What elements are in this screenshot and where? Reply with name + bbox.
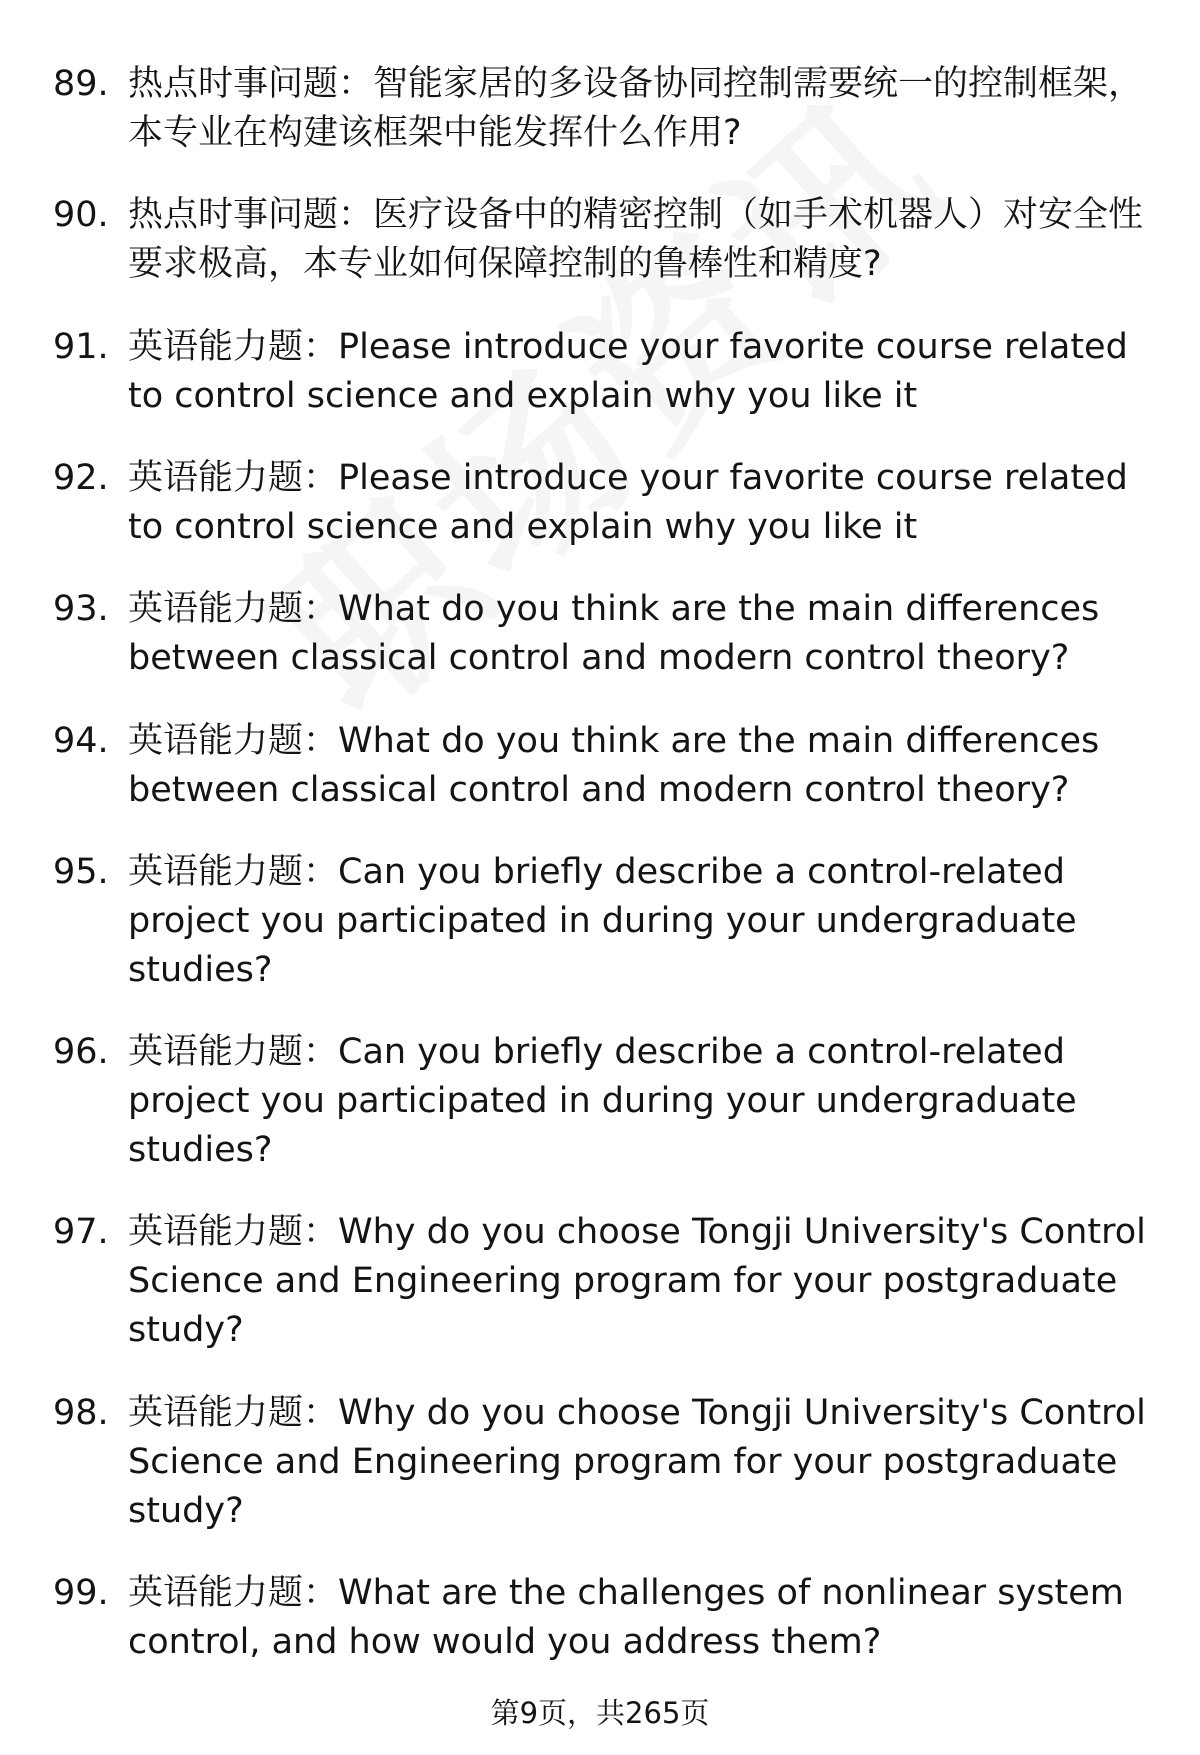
question-number: 92. — [53, 458, 109, 498]
page-footer: 第9页，共265页 — [490, 1696, 710, 1730]
question-number: 99. — [53, 1573, 109, 1613]
question-text: 英语能力题：What are the challenges of nonlinear system control, and how would you address them? — [128, 1573, 1124, 1662]
question-number: 94. — [53, 721, 109, 761]
question-text: 英语能力题：Please introduce your favorite course related to control science and explain why you like it — [128, 327, 1128, 416]
question-text: 英语能力题：Can you briefly describe a control-related project you participated in during your undergraduate studies? — [128, 1032, 1077, 1170]
question-text: 英语能力题：Why do you choose Tongji University's Control Science and Engineering program for your postgraduate study? — [128, 1212, 1146, 1350]
question-text: 热点时事问题：医疗设备中的精密控制（如手术机器人）对安全性要求极高，本专业如何保障控制的鲁棒性和精度? — [128, 195, 1144, 284]
question-text: 英语能力题：What do you think are the main differences between classical control and modern control theory? — [128, 589, 1100, 678]
question-number: 96. — [53, 1032, 109, 1072]
question-number: 89. — [53, 64, 109, 104]
question-number: 91. — [53, 327, 109, 367]
question-text: 热点时事问题：智能家居的多设备协同控制需要统一的控制框架，本专业在构建该框架中能发挥什么作用? — [128, 64, 1144, 153]
question-number: 93. — [53, 589, 109, 629]
question-text: 英语能力题：Please introduce your favorite course related to control science and explain why you like it — [128, 458, 1128, 547]
question-number: 98. — [53, 1393, 109, 1433]
question-number: 90. — [53, 195, 109, 235]
question-text: 英语能力题：What do you think are the main differences between classical control and modern control theory? — [128, 721, 1100, 810]
question-number: 95. — [53, 852, 109, 892]
question-text: 英语能力题：Can you briefly describe a control-related project you participated in during your undergraduate studies? — [128, 852, 1077, 990]
question-number: 97. — [53, 1212, 109, 1252]
question-text: 英语能力题：Why do you choose Tongji University's Control Science and Engineering program for your postgraduate study? — [128, 1393, 1146, 1531]
